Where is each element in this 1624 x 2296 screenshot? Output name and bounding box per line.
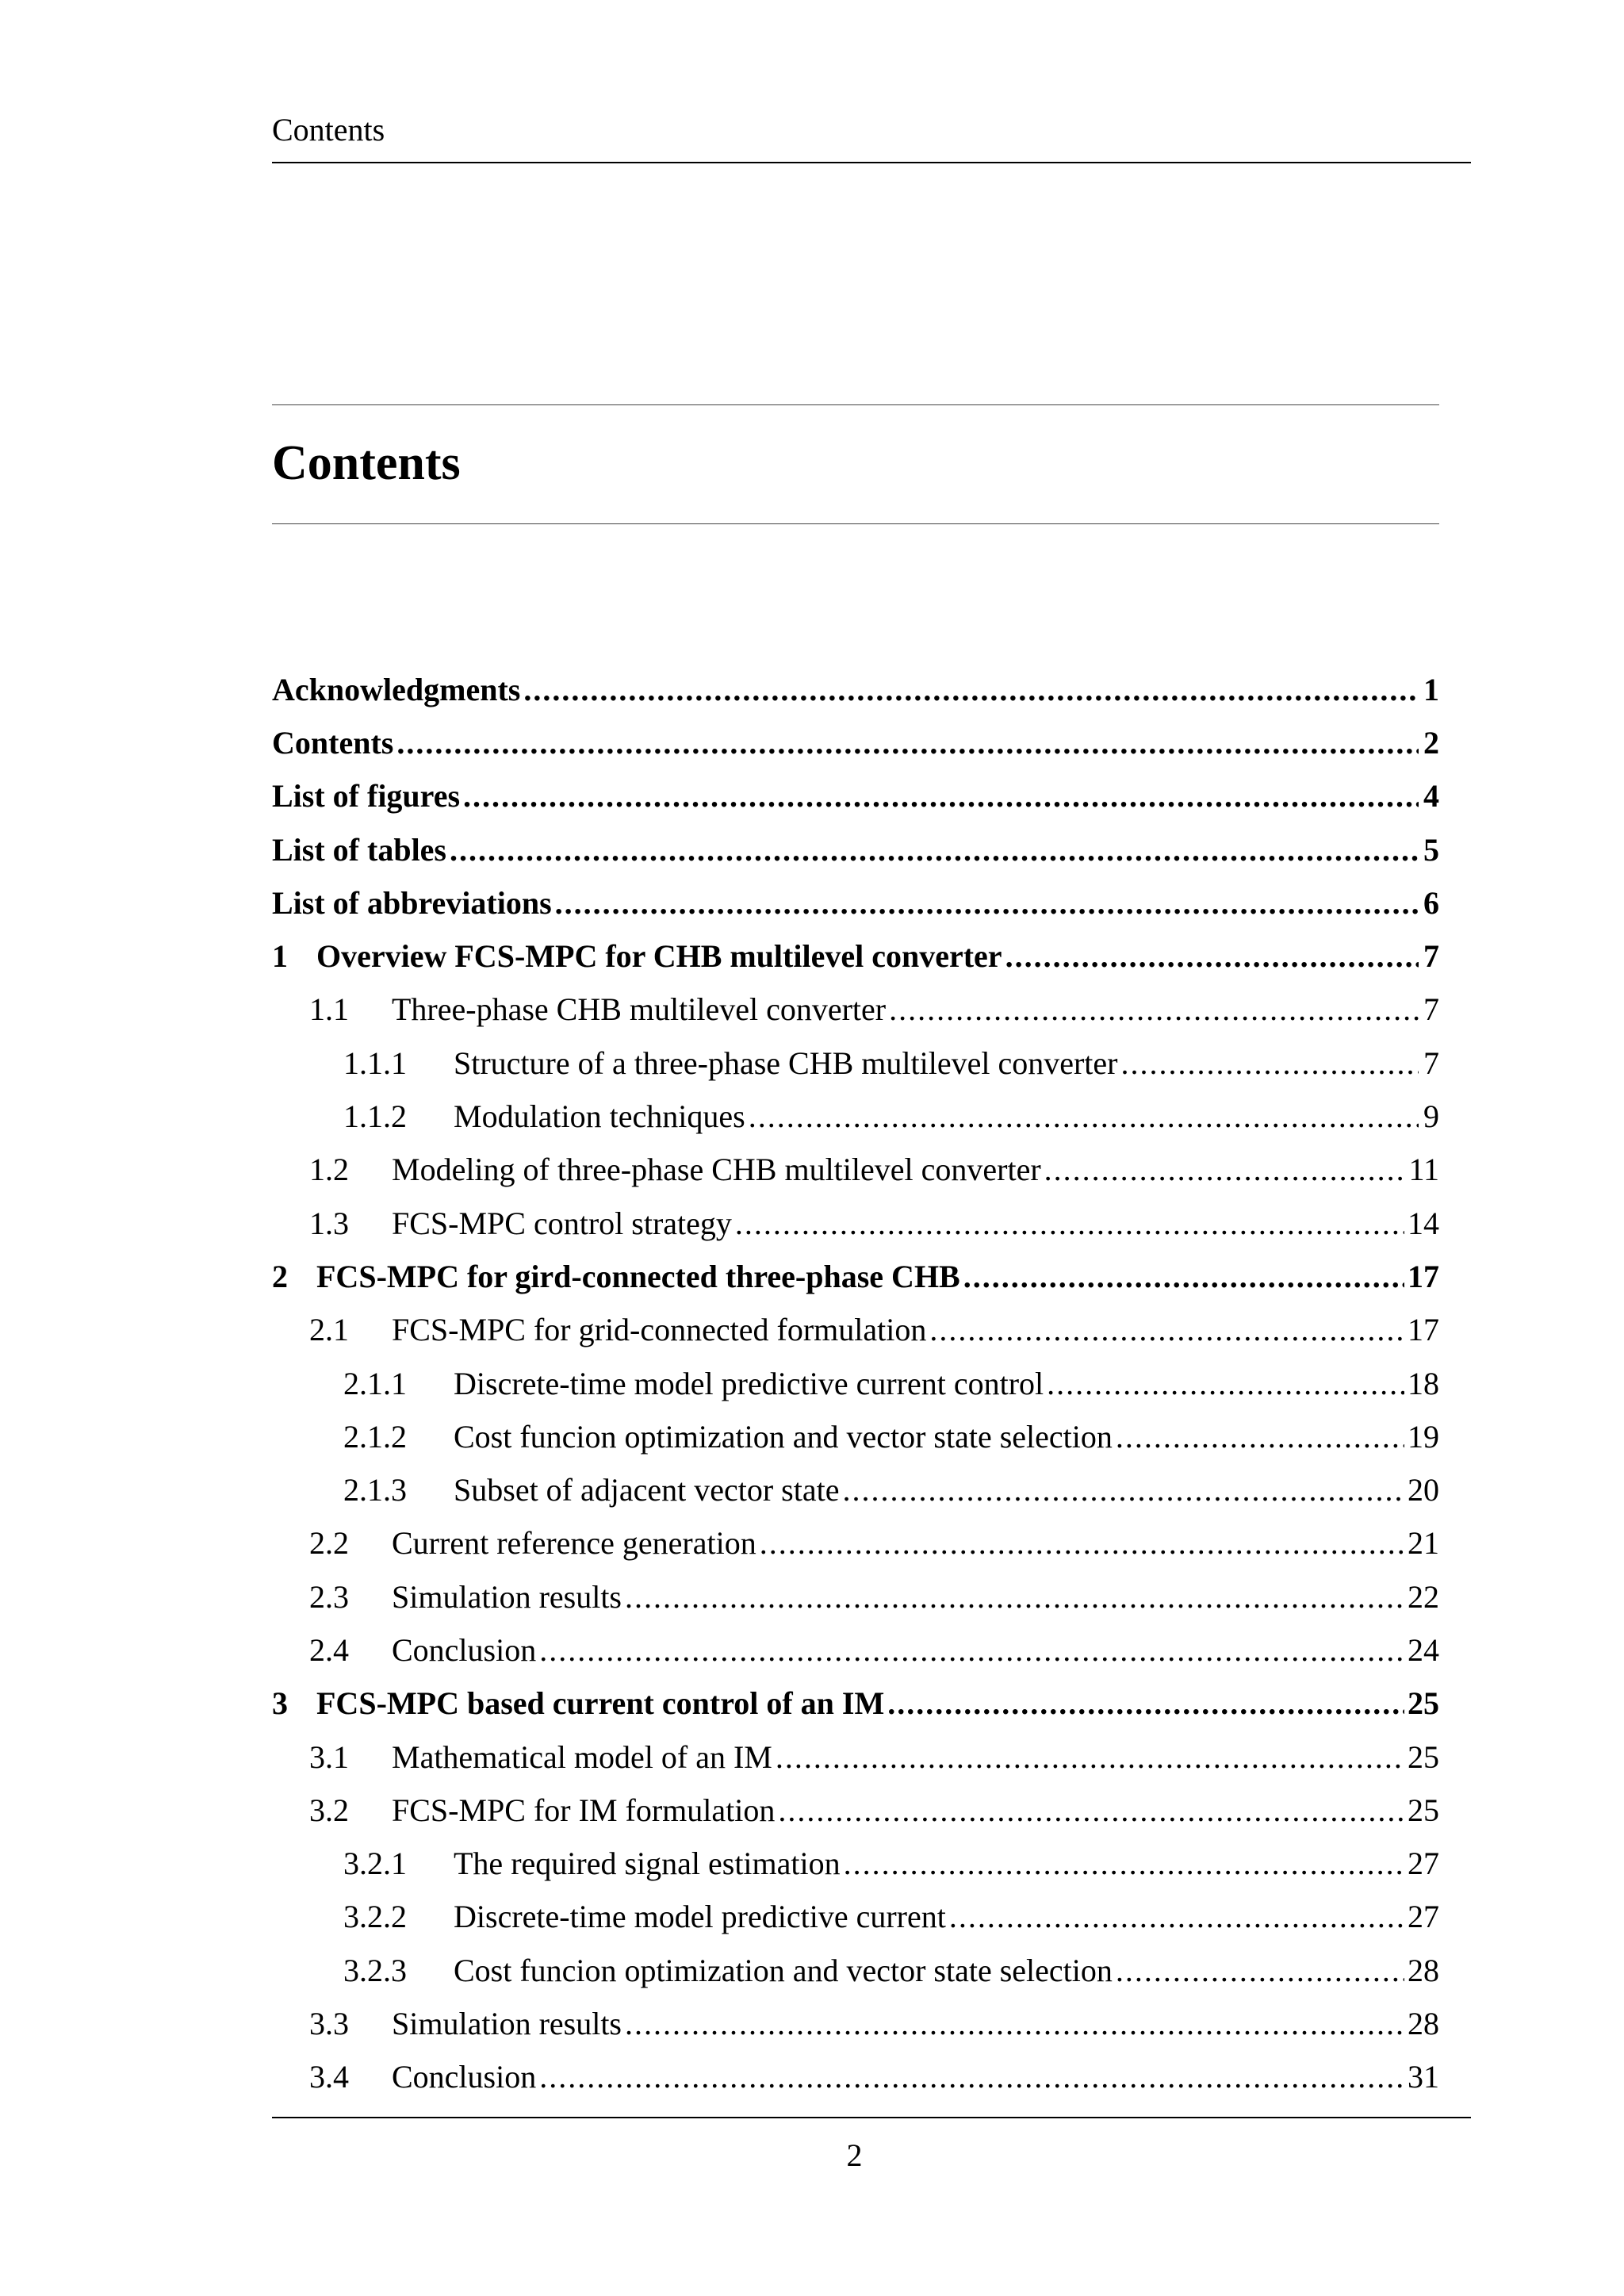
toc-entry[interactable] xyxy=(272,1731,1439,1784)
toc-entry-number: 2 xyxy=(272,1258,288,1294)
toc-entry-number: 3.2 xyxy=(309,1792,349,1828)
toc-entry-title: List of tables xyxy=(272,831,446,868)
toc-entry[interactable] xyxy=(272,1623,1439,1677)
toc-dot-leader xyxy=(1116,1952,1404,1990)
toc-dot-leader xyxy=(749,1098,1419,1136)
toc-entry[interactable] xyxy=(272,876,1439,930)
toc-entry[interactable] xyxy=(272,1144,1439,1197)
title-rule-top xyxy=(272,404,1439,405)
toc-entry-page: 18 xyxy=(1408,1365,1439,1401)
toc-entry-page: 25 xyxy=(1408,1685,1439,1722)
toc-entry-title: FCS-MPC for grid-connected formulation xyxy=(392,1312,927,1348)
header-rule xyxy=(272,162,1471,163)
toc-dot-leader xyxy=(450,831,1419,869)
toc-entry[interactable] xyxy=(272,1090,1439,1143)
toc-entry-title: FCS-MPC for gird-connected three-phase CHB xyxy=(316,1258,960,1294)
toc-dot-leader xyxy=(625,1578,1404,1616)
toc-dot-leader xyxy=(842,1471,1404,1509)
toc-dot-leader xyxy=(929,1311,1404,1349)
toc-entry[interactable] xyxy=(272,1517,1439,1570)
toc-entry-page: 28 xyxy=(1408,2006,1439,2042)
toc-entry-title: Discrete-time model predictive current xyxy=(454,1899,946,1935)
toc-entry-title: Mathematical model of an IM xyxy=(392,1738,772,1775)
toc-entry-page: 1 xyxy=(1423,671,1439,707)
toc-entry-title: Cost funcion optimization and vector state selection xyxy=(454,1952,1113,1988)
toc-dot-leader xyxy=(396,724,1419,762)
toc-entry[interactable] xyxy=(272,983,1439,1037)
toc-entry[interactable] xyxy=(272,1997,1439,2050)
toc-dot-leader xyxy=(735,1205,1404,1243)
toc-entry-number: 2.4 xyxy=(309,1631,349,1668)
toc-entry[interactable] xyxy=(272,823,1439,876)
toc-entry-number: 2.1.3 xyxy=(343,1472,407,1508)
toc-entry-number: 1.1 xyxy=(309,991,349,1028)
toc-entry-number: 3.3 xyxy=(309,2006,349,2042)
toc-entry[interactable] xyxy=(272,1463,1439,1516)
toc-entry-page: 27 xyxy=(1408,1846,1439,1882)
chapter-title: Contents xyxy=(272,436,461,490)
toc-dot-leader xyxy=(776,1738,1404,1777)
toc-entry-number: 3.2.3 xyxy=(343,1952,407,1988)
toc-entry-number: 1.3 xyxy=(309,1205,349,1241)
page-number: 2 xyxy=(846,2137,863,2173)
toc-entry-title: List of figures xyxy=(272,778,461,815)
toc-entry[interactable] xyxy=(272,716,1439,769)
toc-entry-title: Modulation techniques xyxy=(454,1098,745,1135)
toc-entry-title: Discrete-time model predictive current control xyxy=(454,1365,1044,1401)
toc-entry-page: 31 xyxy=(1408,2059,1439,2095)
title-rule-bottom xyxy=(272,523,1439,524)
toc-entry-title: Contents xyxy=(272,724,394,761)
toc-entry-title: Modeling of three-phase CHB multilevel converter xyxy=(392,1152,1041,1188)
toc-dot-leader xyxy=(889,991,1419,1029)
toc-entry[interactable] xyxy=(272,1838,1439,1891)
toc-entry-page: 25 xyxy=(1408,1738,1439,1775)
toc-entry-title: Simulation results xyxy=(392,2006,622,2042)
toc-entry-number: 1.1.2 xyxy=(343,1098,407,1135)
toc-entry-page: 17 xyxy=(1408,1312,1439,1348)
toc-entry-title: The required signal estimation xyxy=(454,1846,841,1882)
toc-entry-page: 22 xyxy=(1408,1578,1439,1615)
toc-dot-leader xyxy=(778,1792,1404,1830)
toc-entry[interactable] xyxy=(272,930,1439,983)
toc-entry-number: 3.2.1 xyxy=(343,1846,407,1882)
toc-entry-title: Acknowledgments xyxy=(272,671,521,707)
toc-entry[interactable] xyxy=(272,1677,1439,1731)
toc-entry-page: 6 xyxy=(1423,884,1439,921)
footer-rule xyxy=(272,2117,1471,2118)
toc-entry[interactable] xyxy=(272,1197,1439,1250)
toc-entry-page: 14 xyxy=(1408,1205,1439,1241)
toc-entry-number: 3.2.2 xyxy=(343,1899,407,1935)
toc-entry-number: 3.4 xyxy=(309,2059,349,2095)
toc-entry-title: Current reference generation xyxy=(392,1525,756,1562)
toc-entry-page: 17 xyxy=(1408,1258,1439,1294)
toc-entry[interactable] xyxy=(272,2051,1439,2104)
toc-entry[interactable] xyxy=(272,1410,1439,1463)
toc-entry-number: 3.1 xyxy=(309,1738,349,1775)
toc-entry[interactable] xyxy=(272,770,1439,823)
toc-entry-page: 7 xyxy=(1423,991,1439,1028)
toc-entry-number: 1 xyxy=(272,938,288,975)
toc-dot-leader xyxy=(463,777,1419,815)
toc-entry-number: 2.1.1 xyxy=(343,1365,407,1401)
toc-entry-page: 5 xyxy=(1423,831,1439,868)
toc-entry-title: Subset of adjacent vector state xyxy=(454,1472,840,1508)
toc-dot-leader xyxy=(523,671,1419,709)
toc-entry-title: Cost funcion optimization and vector state selection xyxy=(454,1418,1113,1455)
toc-entry-number: 2.1 xyxy=(309,1312,349,1348)
toc-dot-leader xyxy=(555,884,1419,922)
toc-entry-number: 2.2 xyxy=(309,1525,349,1562)
toc-entry-page: 20 xyxy=(1408,1472,1439,1508)
toc-dot-leader xyxy=(963,1258,1404,1296)
toc-entry[interactable] xyxy=(272,1250,1439,1303)
toc-entry-page: 4 xyxy=(1423,778,1439,815)
toc-entry-page: 21 xyxy=(1408,1525,1439,1562)
toc-entry-page: 7 xyxy=(1423,938,1439,975)
toc-entry-title: Conclusion xyxy=(392,1631,537,1668)
toc-entry[interactable] xyxy=(272,1784,1439,1837)
toc-entry-number: 1.1.1 xyxy=(343,1045,407,1081)
toc-entry-page: 2 xyxy=(1423,724,1439,761)
toc-entry-page: 27 xyxy=(1408,1899,1439,1935)
toc-dot-leader xyxy=(887,1685,1404,1723)
toc-entry[interactable] xyxy=(272,1037,1439,1090)
toc-entry[interactable] xyxy=(272,1304,1439,1357)
toc-entry-title: Three-phase CHB multilevel converter xyxy=(392,991,887,1028)
toc-dot-leader xyxy=(539,2058,1404,2096)
toc-entry-page: 9 xyxy=(1423,1098,1439,1135)
toc-entry-page: 7 xyxy=(1423,1045,1439,1081)
toc-entry-title: Conclusion xyxy=(392,2059,537,2095)
toc-dot-leader xyxy=(1120,1045,1419,1083)
toc-entry-number: 2.3 xyxy=(309,1578,349,1615)
toc-dot-leader xyxy=(1116,1418,1404,1456)
toc-entry-title: Overview FCS-MPC for CHB multilevel converter xyxy=(316,938,1002,975)
toc-entry-page: 11 xyxy=(1408,1152,1439,1188)
toc-entry-page: 24 xyxy=(1408,1631,1439,1668)
toc-entry-number: 2.1.2 xyxy=(343,1418,407,1455)
toc-entry-title: List of abbreviations xyxy=(272,884,552,921)
toc-entry[interactable] xyxy=(272,1944,1439,1997)
toc-dot-leader xyxy=(1044,1151,1406,1189)
toc-entry-page: 25 xyxy=(1408,1792,1439,1828)
toc-entry-title: FCS-MPC for IM formulation xyxy=(392,1792,776,1828)
table-of-contents xyxy=(272,663,1439,2104)
toc-entry[interactable] xyxy=(272,1891,1439,1944)
toc-dot-leader xyxy=(844,1845,1404,1883)
toc-entry-number: 3 xyxy=(272,1685,288,1722)
toc-entry[interactable] xyxy=(272,1357,1439,1410)
toc-entry-page: 28 xyxy=(1408,1952,1439,1988)
toc-entry-title: FCS-MPC based current control of an IM xyxy=(316,1685,885,1722)
toc-dot-leader xyxy=(1005,937,1419,976)
toc-dot-leader xyxy=(760,1524,1404,1562)
toc-entry-title: FCS-MPC control strategy xyxy=(392,1205,732,1241)
toc-entry-title: Simulation results xyxy=(392,1578,622,1615)
toc-entry[interactable] xyxy=(272,663,1439,716)
toc-dot-leader xyxy=(1047,1365,1404,1403)
toc-entry-number: 1.2 xyxy=(309,1152,349,1188)
running-header: Contents xyxy=(272,112,385,148)
toc-dot-leader xyxy=(949,1898,1404,1936)
toc-dot-leader xyxy=(625,2005,1404,2043)
toc-entry-page: 19 xyxy=(1408,1418,1439,1455)
toc-entry-title: Structure of a three-phase CHB multilevel converter xyxy=(454,1045,1118,1081)
toc-dot-leader xyxy=(539,1631,1404,1669)
toc-entry[interactable] xyxy=(272,1570,1439,1623)
